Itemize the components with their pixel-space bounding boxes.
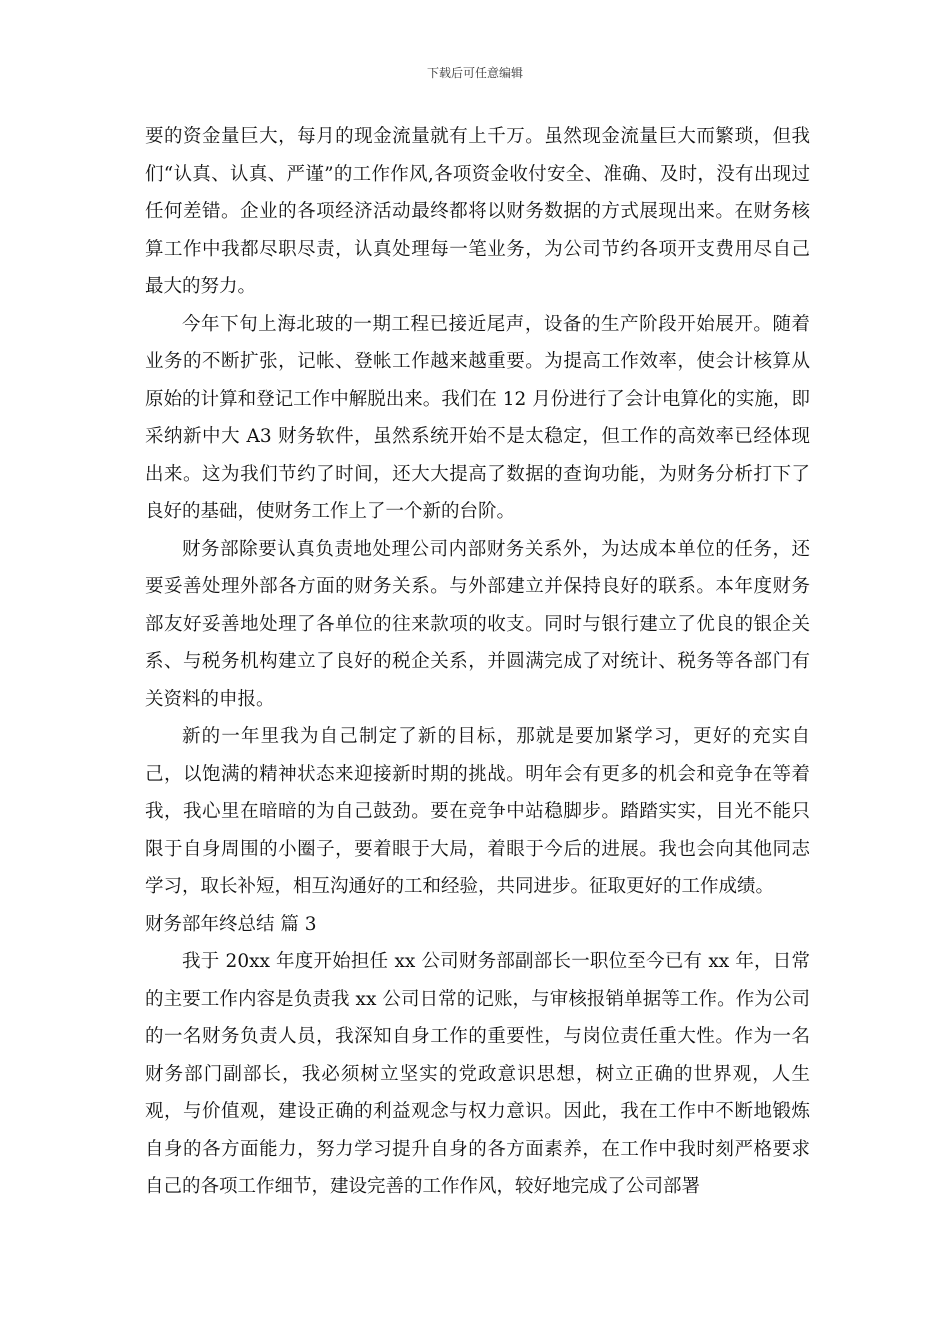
paragraph-continued: 要的资金量巨大，每月的现金流量就有上千万。虽然现金流量巨大而繁琐，但我们“认真、认真、严谨”的工作作风,各项资金收付安全、准确、及时，没有出现过任何差错。企业的各项经济活动最终都将以财务数据的方式展现出来。在财务核算工作中我都尽职尽责，认真处理每一笔业务，为公司节约各项开支费用尽自己最大的努力。 bbox=[145, 126, 810, 297]
page-header: 下载后可任意编辑 bbox=[426, 66, 523, 80]
section-title: 财务部年终总结 篇 3 bbox=[145, 913, 317, 935]
document-body bbox=[145, 118, 810, 1206]
paragraph-software-implementation: 今年下旬上海北玻的一期工程已接近尾声，设备的生产阶段开始展开。随着业务的不断扩张，记帐、登帐工作越来越重要。为提高工作效率，使会计核算从原始的计算和登记工作中解脱出来。我们在 12 月份进行了会计电算化的实施，即采纳新中大 A3 财务软件，虽然系统开始不是太稳定，但工作的高效率已经体现出来。这为我们节约了时间，还大大提高了数据的查询功能，为财务分析打下了良好的基础，使财务工作上了一个新的台阶。 bbox=[145, 313, 810, 522]
paragraph-section-intro: 我于 20xx 年度开始担任 xx 公司财务部副部长一职位至今已有 xx 年，日常的主要工作内容是负责我 xx 公司日常的记账，与审核报销单据等工作。作为公司的一名财务负责人员，我深知自身工作的重要性，与岗位责任重大性。作为一名财务部门副部长，我必须树立坚实的党政意识思想，树立正确的世界观，人生观，与价值观，建设正确的利益观念与权力意识。因此，我在工作中不断地锻炼自身的各方面能力，努力学习提升自身的各方面素养，在工作中我时刻严格要求自己的各项工作细节，建设完善的工作作风，较好地完成了公司部署 bbox=[145, 951, 810, 1197]
paragraph-external-relations: 财务部除要认真负责地处理公司内部财务关系外，为达成本单位的任务，还要妥善处理外部各方面的财务关系。与外部建立并保持良好的联系。本年度财务部友好妥善地处理了各单位的往来款项的收支。同时与银行建立了优良的银企关系、与税务机构建立了良好的税企关系，并圆满完成了对统计、税务等各部门有关资料的申报。 bbox=[145, 538, 810, 710]
paragraph-new-year-goals: 新的一年里我为自己制定了新的目标，那就是要加紧学习，更好的充实自己，以饱满的精神状态来迎接新时期的挑战。明年会有更多的机会和竞争在等着我，我心里在暗暗的为自己鼓劲。要在竞争中站稳脚步。踏踏实实，目光不能只限于自身周围的小圈子，要着眼于大局，着眼于今后的进展。我也会向其他同志学习，取长补短，相互沟通好的工和经验，共同进步。征取更好的工作成绩。 bbox=[145, 726, 810, 897]
